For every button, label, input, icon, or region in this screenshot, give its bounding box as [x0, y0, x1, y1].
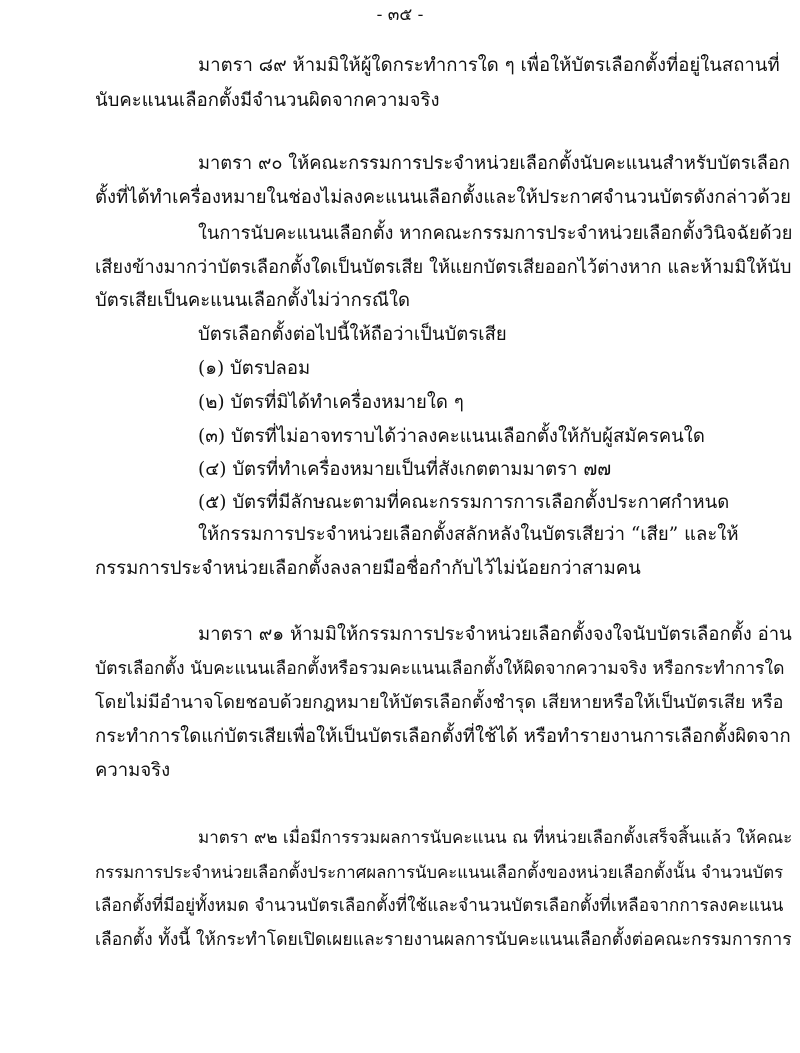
section-90-line-6: บัตรเลือกตั้งต่อไปนี้ให้ถือว่าเป็นบัตรเสีย — [198, 324, 507, 345]
section-89-line-1: มาตรา ๘๙ ห้ามมิให้ผู้ใดกระทำการใด ๆ เพื่อให้บัตรเลือกตั้งที่อยู่ในสถานที่ — [198, 55, 780, 76]
section-89-line-2: นับคะแนนเลือกตั้งมีจำนวนผิดจากความจริง — [95, 90, 440, 111]
section-91-line-2: บัตรเลือกตั้ง นับคะแนนเลือกตั้งหรือรวมคะแนนเลือกตั้งให้ผิดจากความจริง หรือกระทำการใด — [95, 659, 785, 679]
section-90-line-13: กรรมการประจำหน่วยเลือกตั้งลงลายมือชื่อกำกับไว้ไม่น้อยกว่าสามคน — [95, 558, 641, 579]
section-92-line-1: มาตรา ๙๒ เมื่อมีการรวมผลการนับคะแนน ณ ที่หน่วยเลือกตั้งเสร็จสิ้นแล้ว ให้คณะ — [198, 828, 793, 848]
section-90-line-3: ในการนับคะแนนเลือกตั้ง หากคณะกรรมการประจำหน่วยเลือกตั้งวินิจฉัยด้วย — [198, 223, 793, 244]
section-90-item-2: (๒) บัตรที่มิได้ทำเครื่องหมายใด ๆ — [198, 392, 464, 413]
section-92-line-2: กรรมการประจำหน่วยเลือกตั้งประกาศผลการนับคะแนนเลือกตั้งของหน่วยเลือกตั้งนั้น จำนวนบัตร — [95, 862, 784, 882]
section-91-line-4: กระทำการใดแก่บัตรเสียเพื่อให้เป็นบัตรเลือกตั้งที่ใช้ได้ หรือทำรายงานการเลือกตั้งผิดจาก — [95, 726, 791, 747]
section-92-line-4: เลือกตั้ง ทั้งนี้ ให้กระทำโดยเปิดเผยและรายงานผลการนับคะแนนเลือกตั้งต่อคณะกรรมการการ — [95, 930, 792, 950]
section-90-line-5: บัตรเสียเป็นคะแนนเลือกตั้งไม่ว่ากรณีใด — [95, 290, 411, 311]
section-92-line-3: เลือกตั้งที่มีอยู่ทั้งหมด จำนวนบัตรเลือกตั้งที่ใช้และจำนวนบัตรเลือกตั้งที่เหลือจากการลงคะแนน — [95, 896, 784, 916]
section-90-item-5: (๕) บัตรที่มีลักษณะตามที่คณะกรรมการการเลือกตั้งประกาศกำหนด — [198, 492, 730, 513]
section-90-line-1: มาตรา ๙๐ ให้คณะกรรมการประจำหน่วยเลือกตั้งนับคะแนนสำหรับบัตรเลือก — [198, 153, 790, 174]
section-90-line-2: ตั้งที่ได้ทำเครื่องหมายในช่องไม่ลงคะแนนเลือกตั้งและให้ประกาศจำนวนบัตรดังกล่าวด้วย — [95, 187, 791, 208]
section-90-line-4: เสียงข้างมากว่าบัตรเลือกตั้งใดเป็นบัตรเสีย ให้แยกบัตรเสียออกไว้ต่างหาก และห้ามมิให้นับ — [95, 257, 792, 278]
section-90-item-3: (๓) บัตรที่ไม่อาจทราบได้ว่าลงคะแนนเลือกตั้งให้กับผู้สมัครคนใด — [198, 426, 705, 447]
page-number: - ๓๕ - — [376, 5, 424, 25]
section-90-item-1: (๑) บัตรปลอม — [198, 358, 311, 379]
section-90-line-12: ให้กรรมการประจำหน่วยเลือกตั้งสลักหลังในบัตรเสียว่า “เสีย” และให้ — [198, 524, 739, 545]
section-91-line-5: ความจริง — [95, 760, 171, 781]
section-90-item-4: (๔) บัตรที่ทำเครื่องหมายเป็นที่สังเกตตามมาตรา ๗๗ — [198, 459, 612, 480]
section-91-line-1: มาตรา ๙๑ ห้ามมิให้กรรมการประจำหน่วยเลือกตั้งจงใจนับบัตรเลือกตั้ง อ่าน — [198, 624, 792, 645]
section-91-line-3: โดยไม่มีอำนาจโดยชอบด้วยกฎหมายให้บัตรเลือกตั้งชำรุด เสียหายหรือให้เป็นบัตรเสีย หรือ — [95, 692, 784, 713]
